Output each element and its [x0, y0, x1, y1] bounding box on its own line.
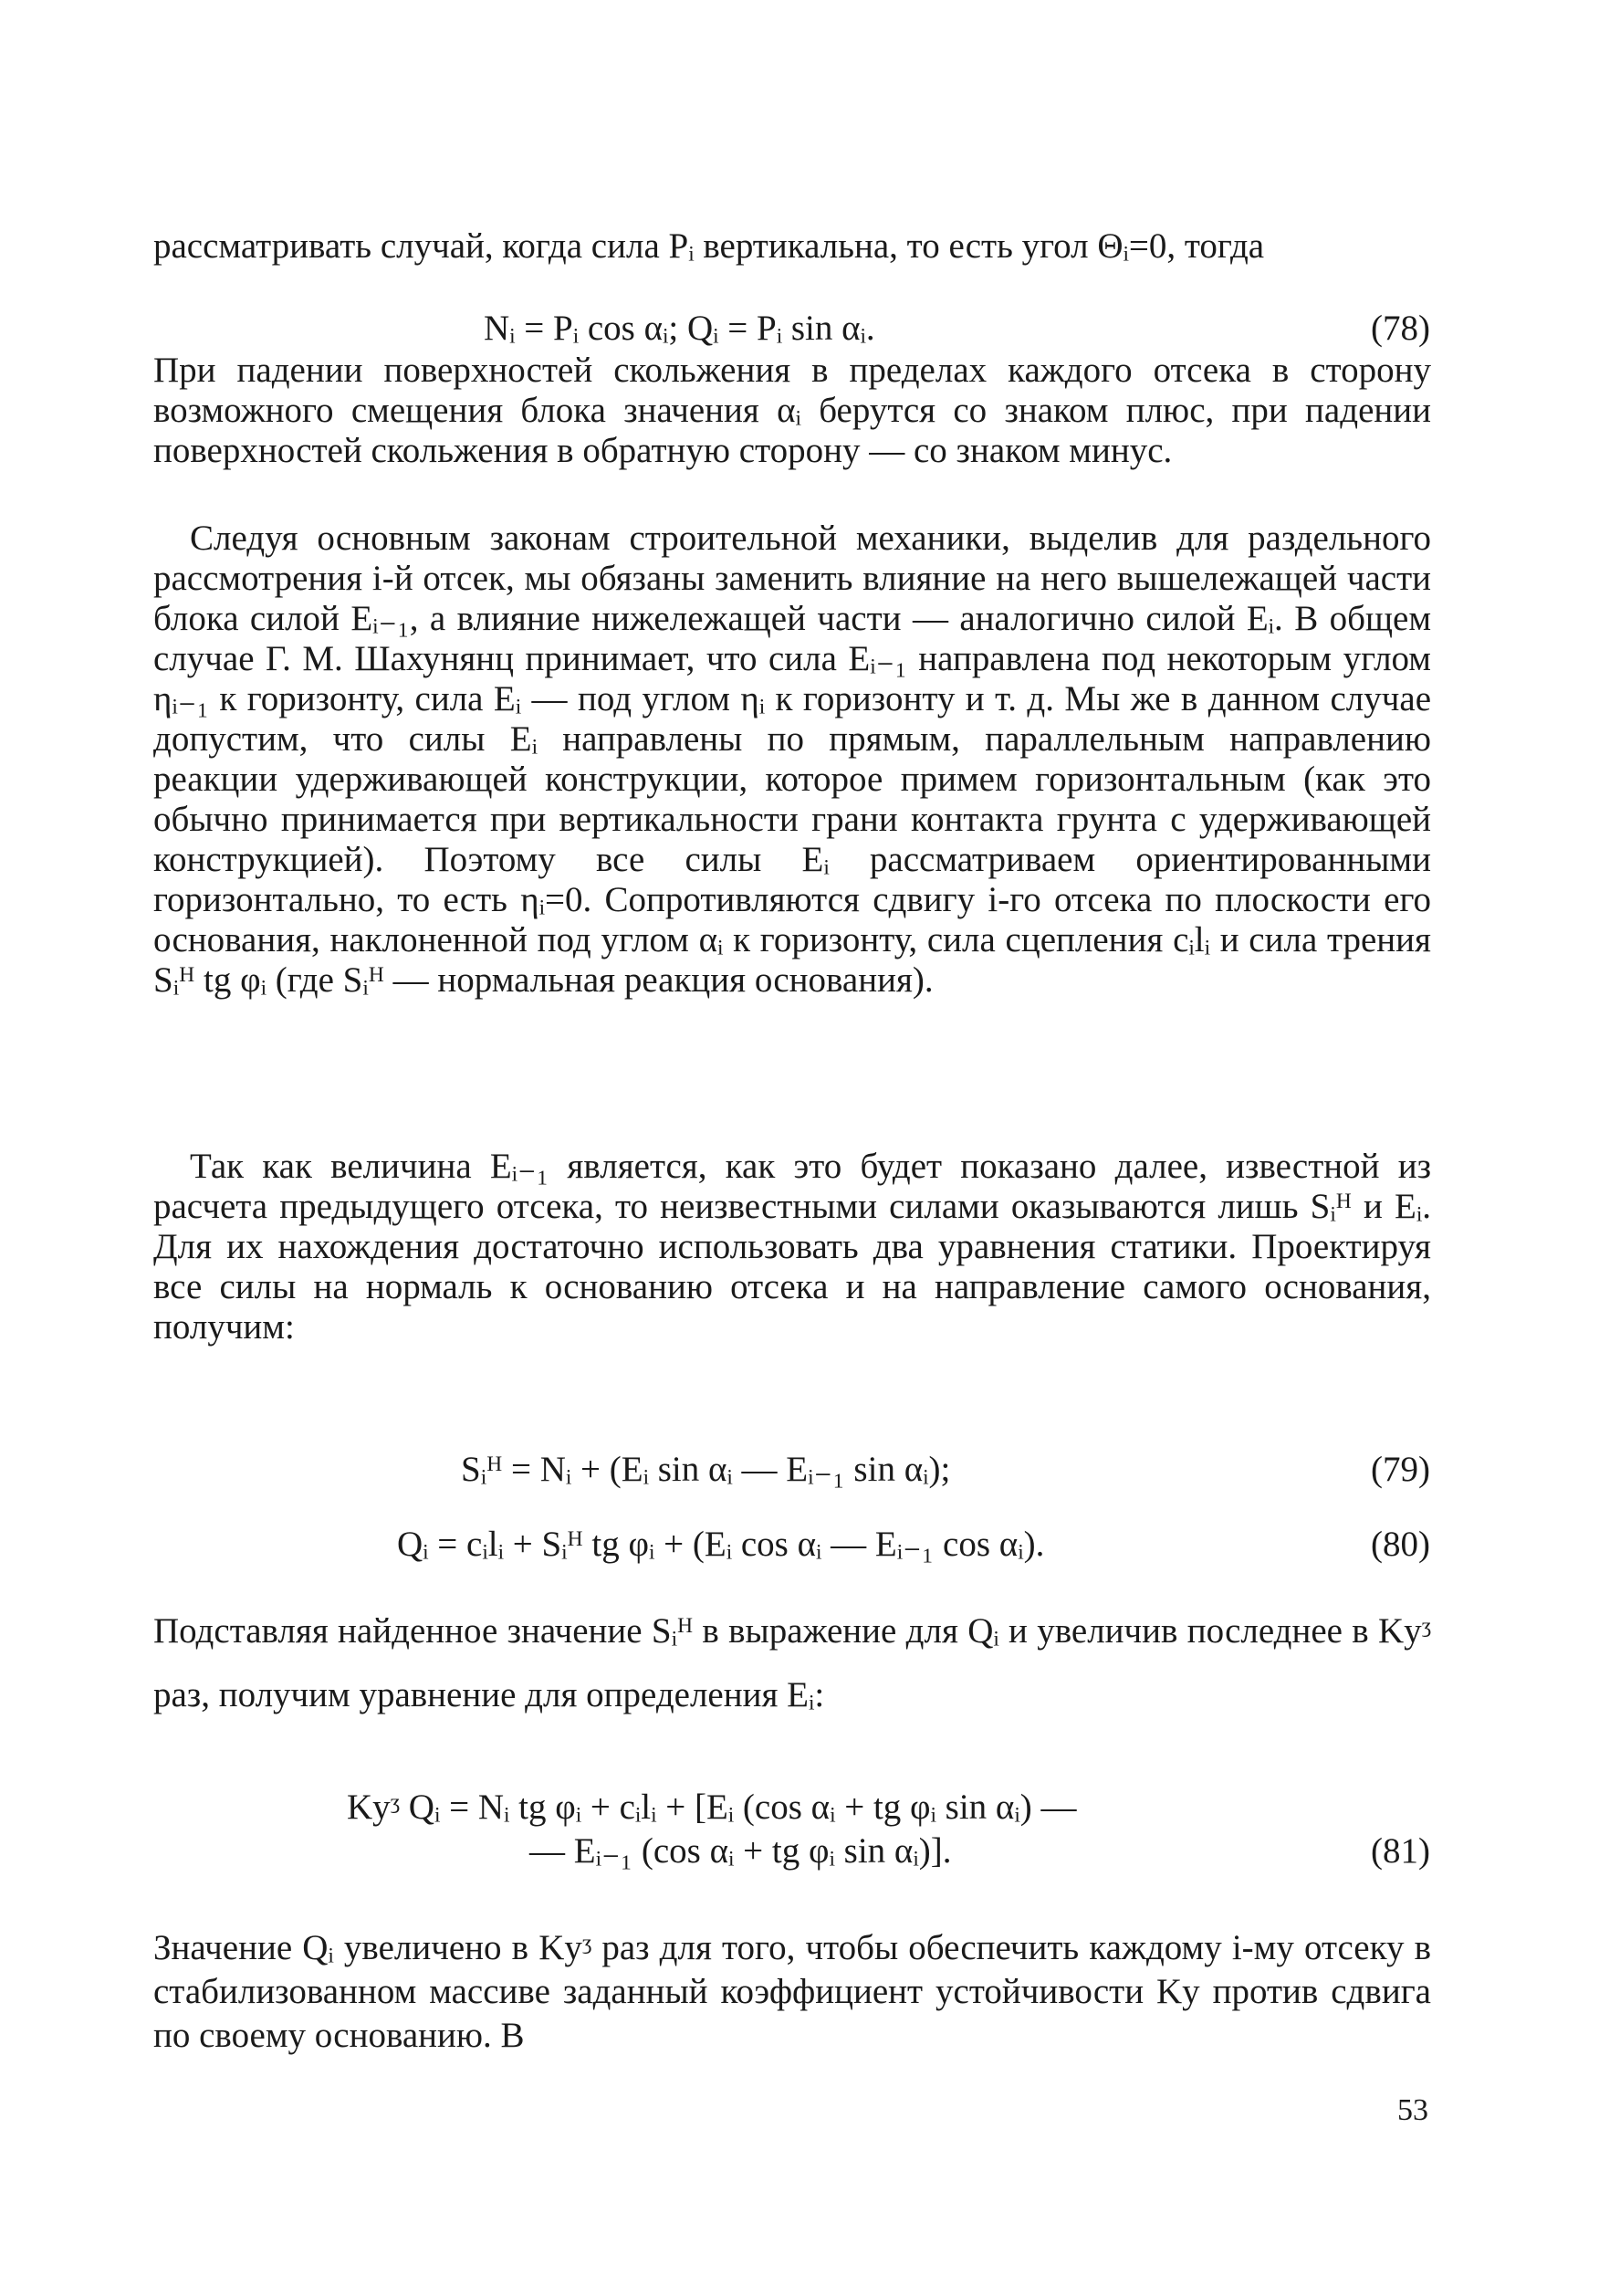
equation-79-number: (79) [1371, 1450, 1430, 1489]
paragraph-text: Значение Qᵢ увеличено в Kуᶾ раз для того, чтобы обеспечить каждому i-му отсеку в стабилизованном массиве заданный коэффициент устойчивости Kу против сдвига по своему основанию. В [153, 1928, 1431, 2055]
equation-79: Sᵢᴴ = Nᵢ + (Eᵢ sin αᵢ — Eᵢ₋₁ sin αᵢ); [461, 1450, 951, 1489]
paragraph-text: Подставляя найденное значение Sᵢᴴ в выражение для Qᵢ и увеличив последнее в Kуᶾ раз, получим уравнение для определения Eᵢ: [153, 1611, 1431, 1714]
paragraph-stability [153, 1926, 1431, 2058]
paragraph-sign-rule [153, 351, 1431, 471]
equation-78: Nᵢ = Pᵢ cos αᵢ; Qᵢ = Pᵢ sin αᵢ. [484, 309, 875, 348]
equation-80-number: (80) [1371, 1525, 1430, 1564]
paragraph-forces [153, 519, 1431, 1001]
equation-80: Qᵢ = cᵢlᵢ + Sᵢᴴ tg φᵢ + (Eᵢ cos αᵢ — Eᵢ₋₁ cos αᵢ). [397, 1525, 1045, 1564]
paragraph-unknowns [153, 1147, 1431, 1347]
equation-78-number: (78) [1371, 309, 1430, 348]
equation-81-line-2: — Eᵢ₋₁ (cos αᵢ + tg φᵢ sin αᵢ)]. [529, 1831, 952, 1871]
page-number: 53 [1397, 2093, 1428, 2127]
paragraph-text: рассматривать случай, когда сила Pᵢ вертикальна, то есть угол Θᵢ=0, тогда [153, 226, 1265, 266]
equation-81-line-1: Kуᶾ Qᵢ = Nᵢ tg φᵢ + cᵢlᵢ + [Eᵢ (cos αᵢ + tg φᵢ sin αᵢ) — [347, 1788, 1077, 1827]
paragraph-text: При падении поверхностей скольжения в пределах каждого отсека в сторону возможного смещения блока значения αᵢ берутся со знаком плюс, при падении поверхностей скольжения в обратную сторону — со знаком минус. [153, 351, 1431, 470]
paragraph-text: Так как величина Eᵢ₋₁ является, как это будет показано далее, известной из расчета предыдущего отсека, то неизвестными силами оказываются лишь Sᵢᴴ и Eᵢ. Для их нахождения достаточно использовать два уравнения статики. Проектируя все силы на нормаль к основанию отсека и на направление самого основания, получим: [153, 1147, 1431, 1347]
equation-81-number: (81) [1371, 1831, 1430, 1871]
paragraph-substitution [153, 1599, 1431, 1727]
paragraph-intro [153, 226, 1431, 267]
paragraph-text: Следуя основным законам строительной механики, выделив для раздельного рассмотрения i-й отсек, мы обязаны заменить влияние на него вышележащей части блока силой Eᵢ₋₁, а влияние нижележащей части — аналогично силой Eᵢ. В общем случае Г. М. Шахунянц принимает, что сила Eᵢ₋₁ направлена под некоторым углом ηᵢ₋₁ к горизонту, сила Eᵢ — под углом ηᵢ к горизонту и т. д. Мы же в данном случае допустим, что силы Eᵢ направлены по прямым, параллельным направлению реакции удерживающей конструкции, которое примем горизонтальным (как это обычно принимается при вертикальности грани контакта грунта с удерживающей конструкцией). Поэтому все силы Eᵢ рассматриваем ориентированными горизонтально, то есть ηᵢ=0. Сопротивляются сдвигу i-го отсека по плоскости его основания, наклоненной под углом αᵢ к горизонту, сила сцепления cᵢlᵢ и сила трения Sᵢᴴ tg φᵢ (где Sᵢᴴ — нормальная реакция основания). [153, 519, 1431, 1000]
